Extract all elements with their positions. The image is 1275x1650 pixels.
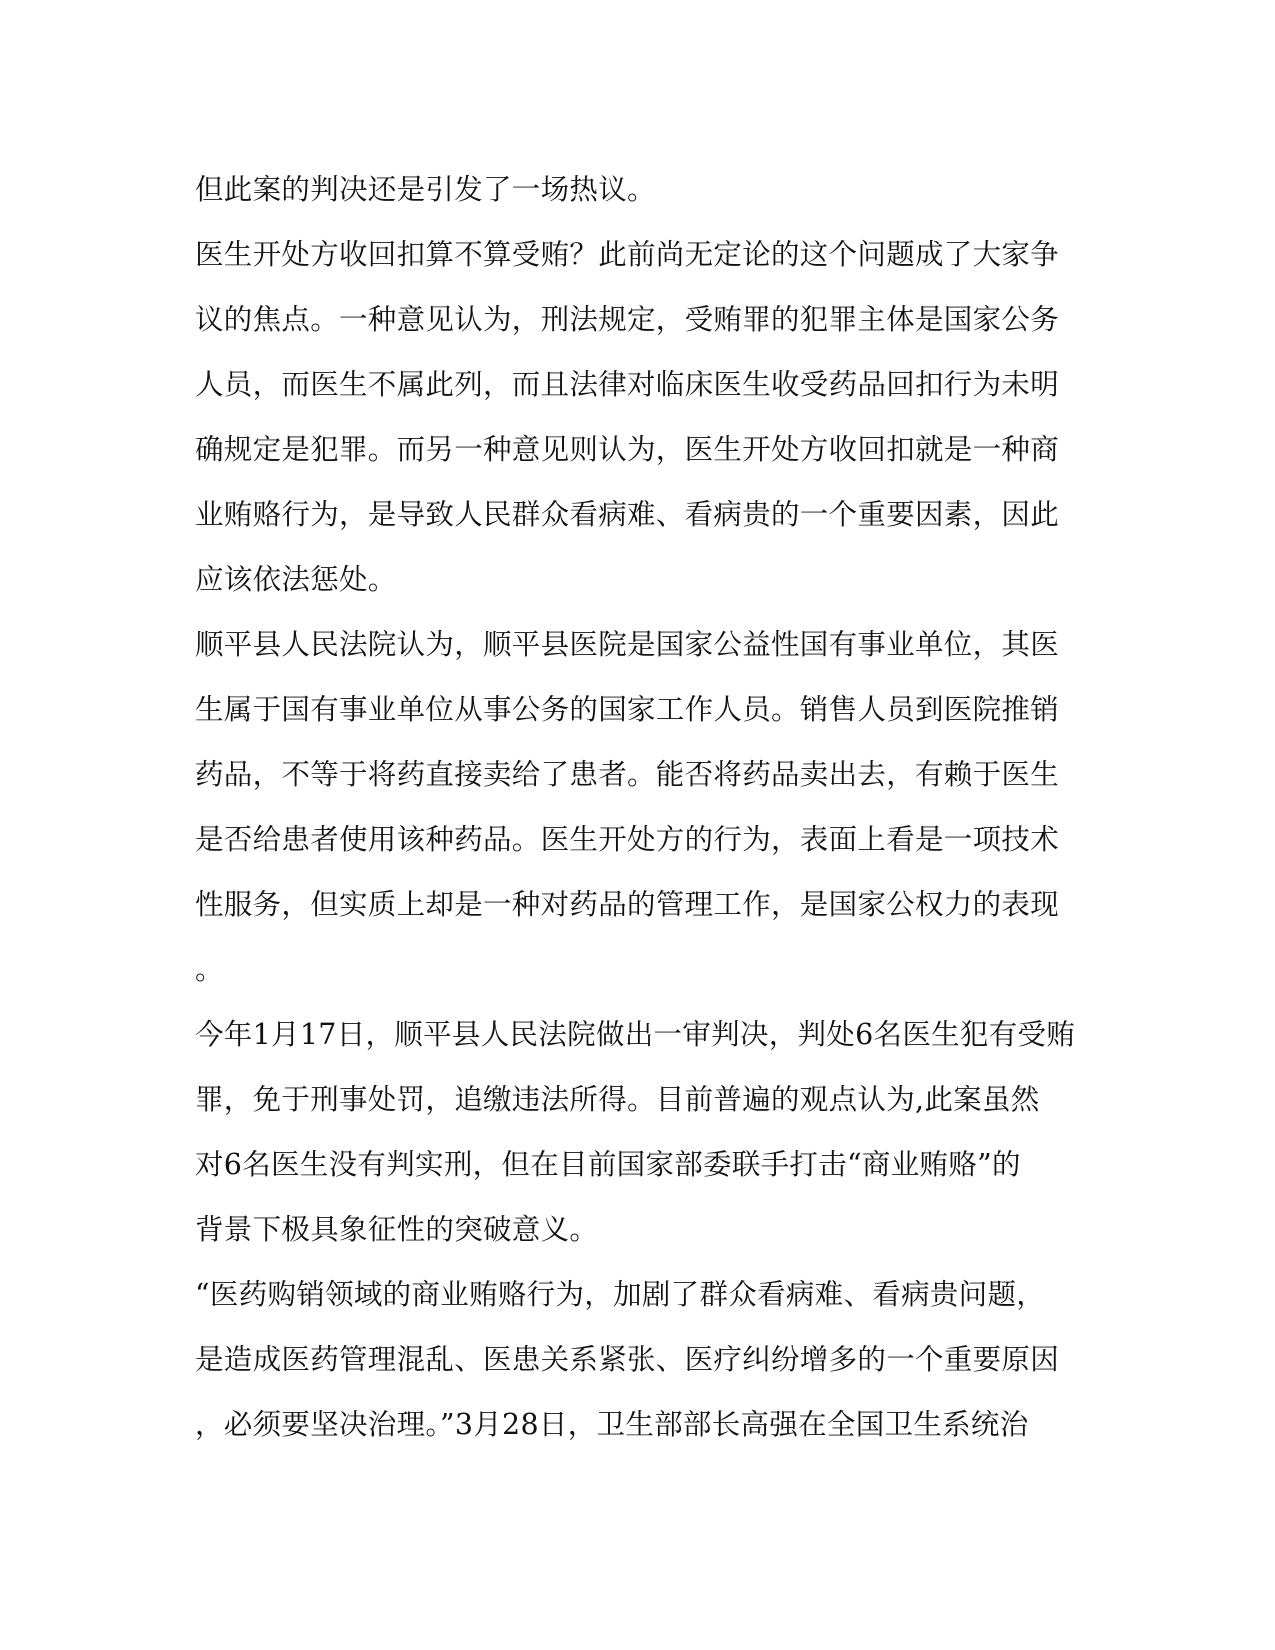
text-line: 是造成医药管理混乱、医患关系紧张、医疗纠纷增多的一个重要原因: [195, 1343, 1060, 1376]
text-line: 罪，免于刑事处罚，追缴违法所得。目前普遍的观点认为,此案虽然: [195, 1083, 1040, 1116]
text-line: ，必须要坚决治理。”3月28日，卫生部部长高强在全国卫生系统治: [195, 1408, 1029, 1441]
text-line: 确规定是犯罪。而另一种意见则认为，医生开处方收回扣就是一种商: [195, 433, 1060, 466]
text-line: 人员，而医生不属此列，而且法律对临床医生收受药品回扣行为未明: [195, 368, 1060, 401]
text-line: 业贿赂行为，是导致人民群众看病难、看病贵的一个重要因素，因此: [195, 498, 1060, 531]
text-line: 。: [195, 953, 224, 986]
text-line: 背景下极具象征性的突破意义。: [195, 1213, 599, 1246]
text-line: 应该依法惩处。: [195, 563, 397, 596]
text-line: 今年1月17日，顺平县人民法院做出一审判决，判处6名医生犯有受贿: [195, 1018, 1076, 1051]
text-line: 性服务，但实质上却是一种对药品的管理工作，是国家公权力的表现: [195, 888, 1060, 921]
text-line: 顺平县人民法院认为，顺平县医院是国家公益性国有事业单位，其医: [195, 628, 1060, 661]
text-line: 对6名医生没有判实刑，但在目前国家部委联手打击“商业贿赂”的: [195, 1148, 1021, 1181]
text-line: 医生开处方收回扣算不算受贿？此前尚无定论的这个问题成了大家争: [195, 238, 1060, 271]
text-line: 是否给患者使用该种药品。医生开处方的行为，表面上看是一项技术: [195, 823, 1060, 856]
text-line: 药品，不等于将药直接卖给了患者。能否将药品卖出去，有赖于医生: [195, 758, 1060, 791]
text-line: 但此案的判决还是引发了一场热议。: [195, 173, 656, 206]
text-line: 议的焦点。一种意见认为，刑法规定，受贿罪的犯罪主体是国家公务: [195, 303, 1060, 336]
text-line: 生属于国有事业单位从事公务的国家工作人员。销售人员到医院推销: [195, 693, 1060, 726]
document-body: [195, 166, 1075, 1466]
text-line: “医药购销领域的商业贿赂行为，加剧了群众看病难、看病贵问题，: [195, 1278, 1046, 1311]
